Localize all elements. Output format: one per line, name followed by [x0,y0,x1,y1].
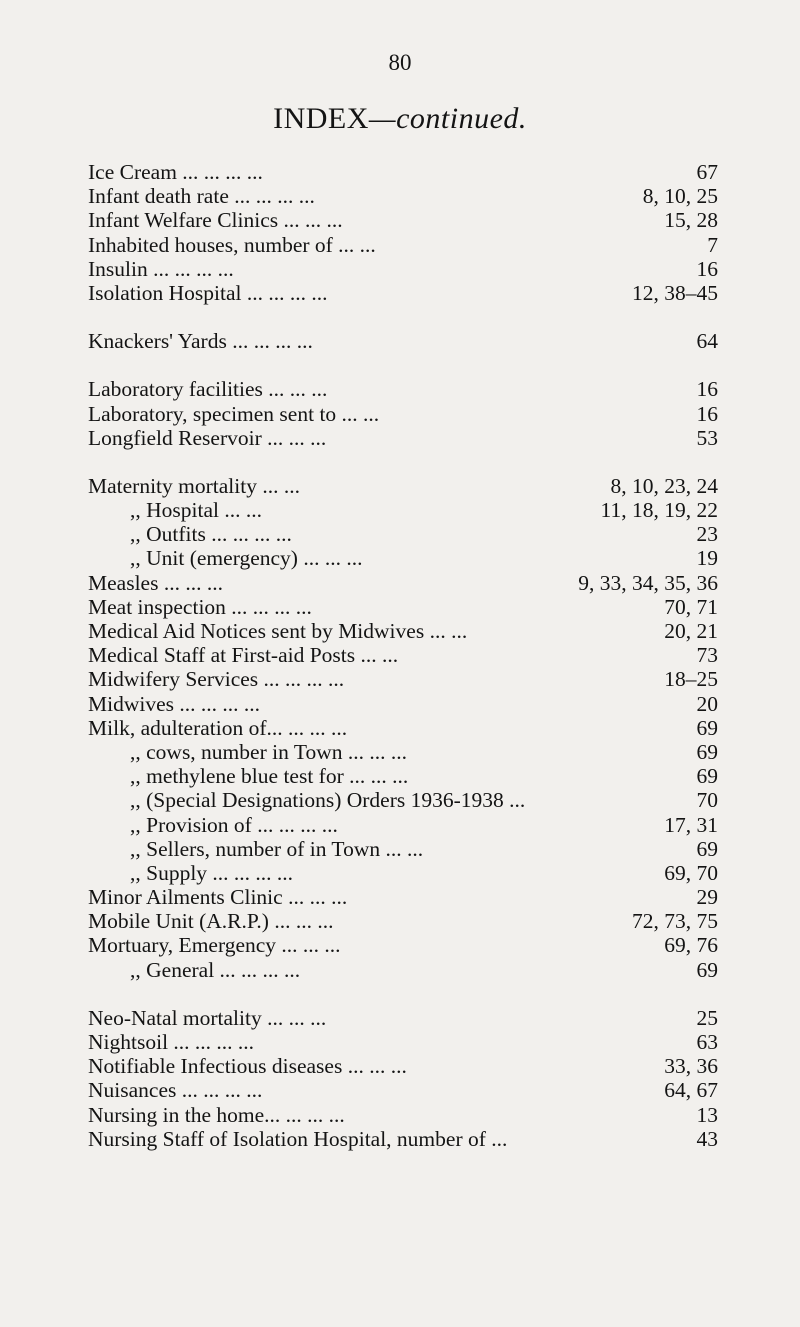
index-entry [88,740,718,764]
entry-label: Ice Cream ... ... ... ... [88,160,263,184]
entry-label: ,, cows, number in Town ... ... ... [130,739,407,764]
entry-pages: 69 [696,764,718,789]
index-entry [88,426,718,450]
index-entry [88,1103,718,1127]
entry-label: Meat inspection ... ... ... ... [88,594,312,619]
index-entry [88,909,718,933]
entry-label: Infant Welfare Clinics ... ... ... [88,208,343,233]
entry-pages: 23 [696,522,718,547]
entry-pages: 17, 31 [664,812,718,837]
index-entry [88,498,718,522]
index-entry [88,281,718,305]
entry-label: Inhabited houses, number of ... ... [88,232,376,257]
index-list [88,160,718,1151]
entry-label: Infant death rate ... ... ... ... [88,184,315,209]
entry-pages: 69 [696,739,718,764]
entry-pages: 43 [696,1126,718,1151]
index-entry [88,692,718,716]
entry-label: Medical Aid Notices sent by Midwives ... ... [88,619,468,643]
index-entry [88,764,718,788]
entry-pages: 69 [696,836,718,861]
index-entry [88,257,718,281]
entry-label: ,, General ... ... ... ... [130,957,301,982]
entry-label: Knackers' Yards ... ... ... ... [88,329,313,354]
index-entry [88,1127,718,1151]
entry-label: Milk, adulteration of... ... ... ... [88,715,348,740]
entry-label: Nursing Staff of Isolation Hospital, number of ... [88,1126,508,1151]
entry-pages: 69 [696,715,718,740]
index-section-i [88,160,718,305]
index-entry [88,208,718,232]
index-entry [88,837,718,861]
entry-pages: 16 [696,256,718,281]
title-suffix: —continued. [368,102,527,135]
index-entry [88,474,718,498]
entry-pages: 69 [696,957,718,982]
index-entry [88,788,718,812]
entry-label: ,, Unit (emergency) ... ... ... [130,546,363,571]
entry-pages: 29 [696,885,718,910]
entry-pages: 16 [696,377,718,402]
index-entry [88,546,718,570]
entry-label: Neo-Natal mortality ... ... ... [88,1005,327,1030]
entry-pages: 69, 70 [664,860,718,885]
entry-pages: 13 [696,1102,718,1127]
entry-pages: 15, 28 [664,208,718,233]
entry-pages: 11, 18, 19, 22 [600,498,718,523]
index-entry [88,643,718,667]
index-entry [88,716,718,740]
index-entry [88,377,718,401]
index-entry [88,402,718,426]
entry-pages: 9, 33, 34, 35, 36 [578,570,718,595]
entry-pages: 67 [696,160,718,184]
entry-label: Midwifery Services ... ... ... ... [88,667,345,692]
entry-label: Measles ... ... ... [88,570,223,595]
entry-pages: 63 [696,1030,718,1054]
entry-pages: 25 [696,1005,718,1030]
entry-pages: 20 [696,691,718,716]
index-entry [88,885,718,909]
entry-pages: 33, 36 [664,1054,718,1079]
index-entry [88,1078,718,1102]
entry-pages: 69, 76 [664,933,718,958]
entry-pages: 70, 71 [664,594,718,619]
index-entry [88,571,718,595]
entry-label: Nuisances ... ... ... ... [88,1078,263,1103]
entry-label: Nursing in the home... ... ... ... [88,1102,345,1127]
entry-label: ,, (Special Designations) Orders 1936-1938 ... [130,788,526,813]
entry-pages: 53 [696,425,718,450]
entry-pages: 70 [696,788,718,813]
entry-pages: 7 [707,232,718,257]
entry-label: Insulin ... ... ... ... [88,256,234,281]
entry-label: Mobile Unit (A.R.P.) ... ... ... [88,909,334,934]
entry-label: ,, methylene blue test for ... ... ... [130,764,409,789]
index-section-m [88,474,718,982]
index-entry [88,160,718,184]
entry-pages: 64 [696,329,718,354]
entry-pages: 73 [696,643,718,668]
entry-label: ,, Provision of ... ... ... ... [130,812,338,837]
entry-label: ,, Sellers, number of in Town ... ... [130,836,424,861]
index-section-n [88,1006,718,1151]
entry-pages: 72, 73, 75 [632,909,718,934]
index-section-l [88,377,718,450]
entry-pages: 19 [696,546,718,571]
entry-label: Laboratory facilities ... ... ... [88,377,328,402]
index-entry [88,813,718,837]
entry-label: Nightsoil ... ... ... ... [88,1030,255,1054]
page-title [0,102,800,136]
entry-pages: 12, 38–45 [632,280,718,305]
index-entry [88,184,718,208]
index-section-k [88,329,718,353]
index-entry [88,933,718,957]
index-entry [88,861,718,885]
entry-label: Midwives ... ... ... ... [88,691,260,716]
entry-label: Laboratory, specimen sent to ... ... [88,401,380,426]
entry-label: Minor Ailments Clinic ... ... ... [88,885,348,910]
index-entry [88,522,718,546]
entry-label: Maternity mortality ... ... [88,473,300,498]
entry-label: Longfield Reservoir ... ... ... [88,425,327,450]
entry-pages: 8, 10, 23, 24 [610,473,718,498]
entry-pages: 20, 21 [664,619,718,643]
entry-label: Isolation Hospital ... ... ... ... [88,280,328,305]
entry-pages: 18–25 [664,667,718,692]
index-entry [88,1006,718,1030]
entry-label: Notifiable Infectious diseases ... ... ... [88,1054,407,1079]
entry-label: ,, Hospital ... ... [130,498,262,523]
index-entry [88,1054,718,1078]
page-number: 80 [388,50,412,75]
entry-label: ,, Outfits ... ... ... ... [130,522,292,547]
index-entry [88,667,718,691]
index-entry [88,233,718,257]
title-main: INDEX [273,102,369,135]
index-entry [88,958,718,982]
entry-pages: 16 [696,401,718,426]
index-entry [88,595,718,619]
entry-label: Mortuary, Emergency ... ... ... [88,933,341,958]
index-entry [88,329,718,353]
entry-pages: 8, 10, 25 [642,184,718,209]
index-entry [88,619,718,643]
entry-pages: 64, 67 [664,1078,718,1103]
entry-label: Medical Staff at First-aid Posts ... ... [88,643,399,668]
index-entry [88,1030,718,1054]
entry-label: ,, Supply ... ... ... ... [130,860,294,885]
